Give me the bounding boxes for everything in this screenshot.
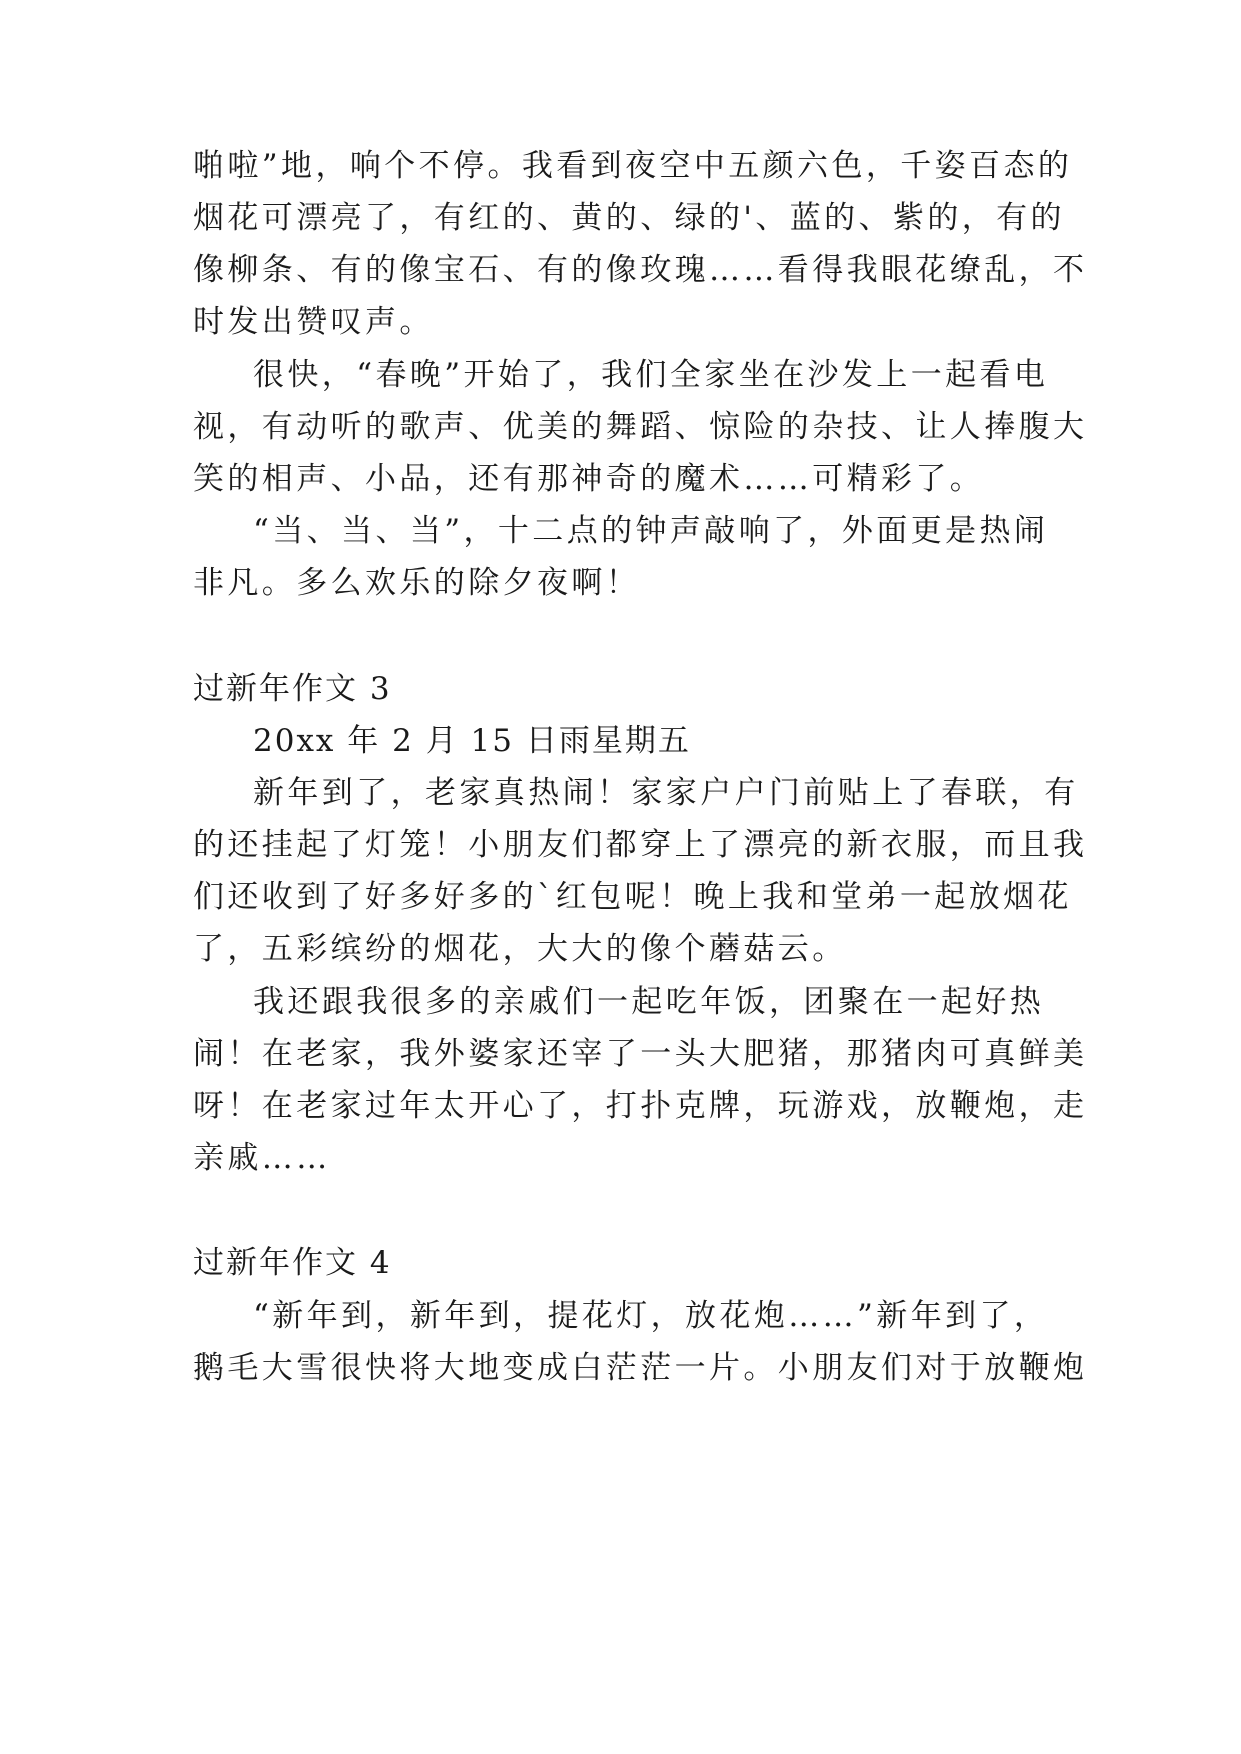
text-line: “当、当、当”，十二点的钟声敲响了，外面更是热闹 (253, 513, 1049, 549)
text-line: 闹！在老家，我外婆家还宰了一头大肥猪，那猪肉可真鲜美 (193, 1036, 1088, 1072)
text-line: 很快，“春晚”开始了，我们全家坐在沙发上一起看电 (253, 357, 1049, 393)
section-heading: 过新年作文 4 (193, 1245, 392, 1281)
text-line: 了，五彩缤纷的烟花，大大的像个蘑菇云。 (193, 931, 847, 967)
text-line: 我还跟我很多的亲戚们一起吃年饭，团聚在一起好热 (253, 984, 1045, 1020)
text-line: 的还挂起了灯笼！小朋友们都穿上了漂亮的新衣服，而且我 (193, 827, 1088, 863)
section-heading: 过新年作文 3 (193, 671, 392, 707)
text-line: 像柳条、有的像宝石、有的像玫瑰……看得我眼花缭乱，不 (193, 252, 1088, 288)
text-line: 视，有动听的歌声、优美的舞蹈、惊险的杂技、让人捧腹大 (193, 409, 1088, 445)
text-line: 笑的相声、小品，还有那神奇的魔术……可精彩了。 (193, 461, 985, 497)
text-line: 亲戚…… (193, 1140, 331, 1176)
text-line: 啪啦”地，响个不停。我看到夜空中五颜六色，千姿百态的 (193, 148, 1073, 184)
text-line: 烟花可漂亮了，有红的、黄的、绿的'、蓝的、紫的，有的 (193, 200, 1065, 236)
text-line: 鹅毛大雪很快将大地变成白茫茫一片。小朋友们对于放鞭炮 (193, 1350, 1088, 1386)
text-line: 时发出赞叹声。 (193, 304, 434, 340)
text-line: “新年到，新年到，提花灯，放花炮……”新年到了， (253, 1298, 1049, 1334)
date-line: 20xx 年 2 月 15 日雨星期五 (253, 723, 691, 759)
text-line: 非凡。多么欢乐的除夕夜啊！ (193, 565, 641, 601)
text-line: 呀！在老家过年太开心了，打扑克牌，玩游戏，放鞭炮，走 (193, 1088, 1088, 1124)
text-line: 们还收到了好多好多的`红包呢！晚上我和堂弟一起放烟花 (193, 879, 1072, 915)
text-line: 新年到了，老家真热闹！家家户户门前贴上了春联，有 (253, 775, 1079, 811)
